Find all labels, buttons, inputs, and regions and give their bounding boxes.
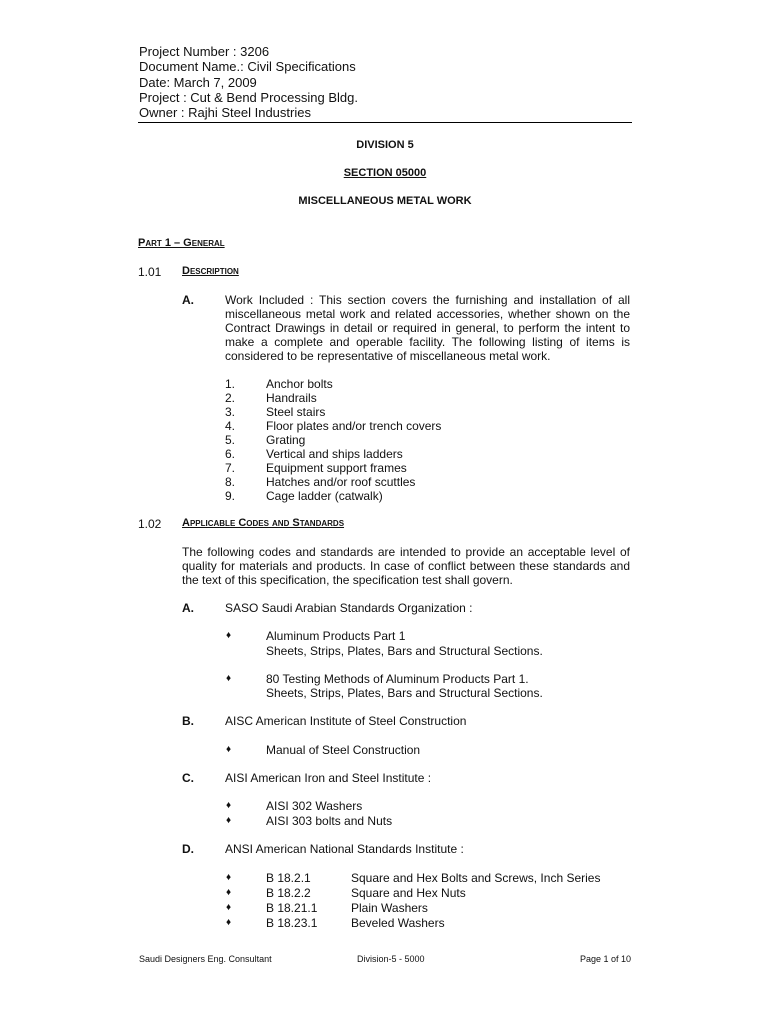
header-owner: Owner : Rajhi Steel Industries (139, 105, 311, 120)
description-paragraph (225, 293, 630, 363)
standard-org: SASO Saudi Arabian Standards Organization : (225, 601, 473, 615)
standard-code: B 18.21.1 (266, 901, 318, 915)
subsection-letter: B. (182, 714, 194, 728)
standard-description: Square and Hex Nuts (351, 886, 466, 900)
paragraph-line: quality for materials and products. In case of conflict between these standards and (182, 559, 630, 573)
bullet-icon: ♦ (226, 887, 232, 898)
section-name: MISCELLANEOUS METAL WORK (298, 195, 472, 207)
list-item-number: 4. (225, 419, 236, 433)
paragraph-line: Work Included : This section covers the furnishing and installation of all (225, 293, 630, 307)
list-item-number: 5. (225, 433, 236, 447)
bullet-icon: ♦ (226, 815, 232, 826)
header-date: Date: March 7, 2009 (139, 75, 257, 90)
bullet-icon: ♦ (226, 673, 232, 684)
standard-org: AISI American Iron and Steel Institute : (225, 771, 432, 785)
list-item-number: 8. (225, 475, 236, 489)
section-heading: Applicable Codes and Standards (182, 517, 345, 529)
list-item: Floor plates and/or trench covers (266, 419, 442, 433)
list-item: Grating (266, 433, 306, 447)
list-item: Hatches and/or roof scuttles (266, 475, 416, 489)
section-number: 1.01 (138, 265, 162, 279)
standard-code: B 18.23.1 (266, 916, 318, 930)
paragraph-line: miscellaneous metal work and related accessories, whether shown on the (225, 307, 630, 321)
bullet-icon: ♦ (226, 744, 232, 755)
part-heading: Part 1 – General (138, 237, 225, 249)
footer-company: Saudi Designers Eng. Consultant (139, 954, 272, 964)
header-project: Project : Cut & Bend Processing Bldg. (139, 90, 358, 105)
list-item-number: 7. (225, 461, 236, 475)
list-item: Steel stairs (266, 405, 326, 419)
bullet-text: AISI 303 bolts and Nuts (266, 814, 393, 828)
list-item: Vertical and ships ladders (266, 447, 403, 461)
list-item-number: 9. (225, 489, 236, 503)
list-item: Equipment support frames (266, 461, 407, 475)
standard-description: Beveled Washers (351, 916, 445, 930)
bullet-icon: ♦ (226, 872, 232, 883)
standard-description: Plain Washers (351, 901, 428, 915)
bullet-text: 80 Testing Methods of Aluminum Products Part 1. (266, 672, 529, 686)
standard-code: B 18.2.2 (266, 886, 311, 900)
header-document-name: Document Name.: Civil Specifications (139, 59, 356, 74)
header-divider (138, 122, 632, 123)
standard-org: ANSI American National Standards Institute : (225, 842, 464, 856)
list-item: Anchor bolts (266, 377, 333, 391)
standard-description: Square and Hex Bolts and Screws, Inch Series (351, 871, 601, 885)
subsection-letter: D. (182, 842, 194, 856)
paragraph-line: the text of this specification, the specification test shall govern. (182, 573, 513, 587)
bullet-text: Sheets, Strips, Plates, Bars and Structural Sections. (266, 686, 543, 700)
list-item: Handrails (266, 391, 317, 405)
subsection-letter: A. (182, 293, 194, 307)
bullet-text: Manual of Steel Construction (266, 743, 421, 757)
list-item-number: 2. (225, 391, 236, 405)
paragraph-line: Contract Drawings in detail or required in general, to perform the intent to (225, 321, 630, 335)
bullet-text: Sheets, Strips, Plates, Bars and Structural Sections. (266, 644, 543, 658)
list-item-number: 3. (225, 405, 236, 419)
bullet-icon: ♦ (226, 630, 232, 641)
section-heading: Description (182, 265, 239, 277)
list-item-number: 6. (225, 447, 236, 461)
codes-intro-paragraph (182, 545, 630, 587)
bullet-text: AISI 302 Washers (266, 799, 363, 813)
paragraph-line: make a complete and operable facility. The following listing of items is (225, 335, 630, 349)
subsection-letter: A. (182, 601, 194, 615)
section-title: SECTION 05000 (343, 167, 427, 179)
list-item-number: 1. (225, 377, 236, 391)
standard-org: AISC American Institute of Steel Construction (225, 714, 467, 728)
division-title: DIVISION 5 (356, 139, 414, 151)
paragraph-line: The following codes and standards are intended to provide an acceptable level of (182, 545, 630, 559)
standard-code: B 18.2.1 (266, 871, 311, 885)
section-number: 1.02 (138, 517, 162, 531)
paragraph-line: considered to be representative of miscellaneous metal work. (225, 349, 551, 363)
footer-page-number: Page 1 of 10 (580, 954, 632, 964)
header-project-number: Project Number : 3206 (139, 44, 270, 59)
bullet-icon: ♦ (226, 800, 232, 811)
list-item: Cage ladder (catwalk) (266, 489, 383, 503)
bullet-icon: ♦ (226, 902, 232, 913)
footer-document-code: Division-5 - 5000 (357, 954, 425, 964)
subsection-letter: C. (182, 771, 194, 785)
bullet-icon: ♦ (226, 917, 232, 928)
bullet-text: Aluminum Products Part 1 (266, 629, 406, 643)
